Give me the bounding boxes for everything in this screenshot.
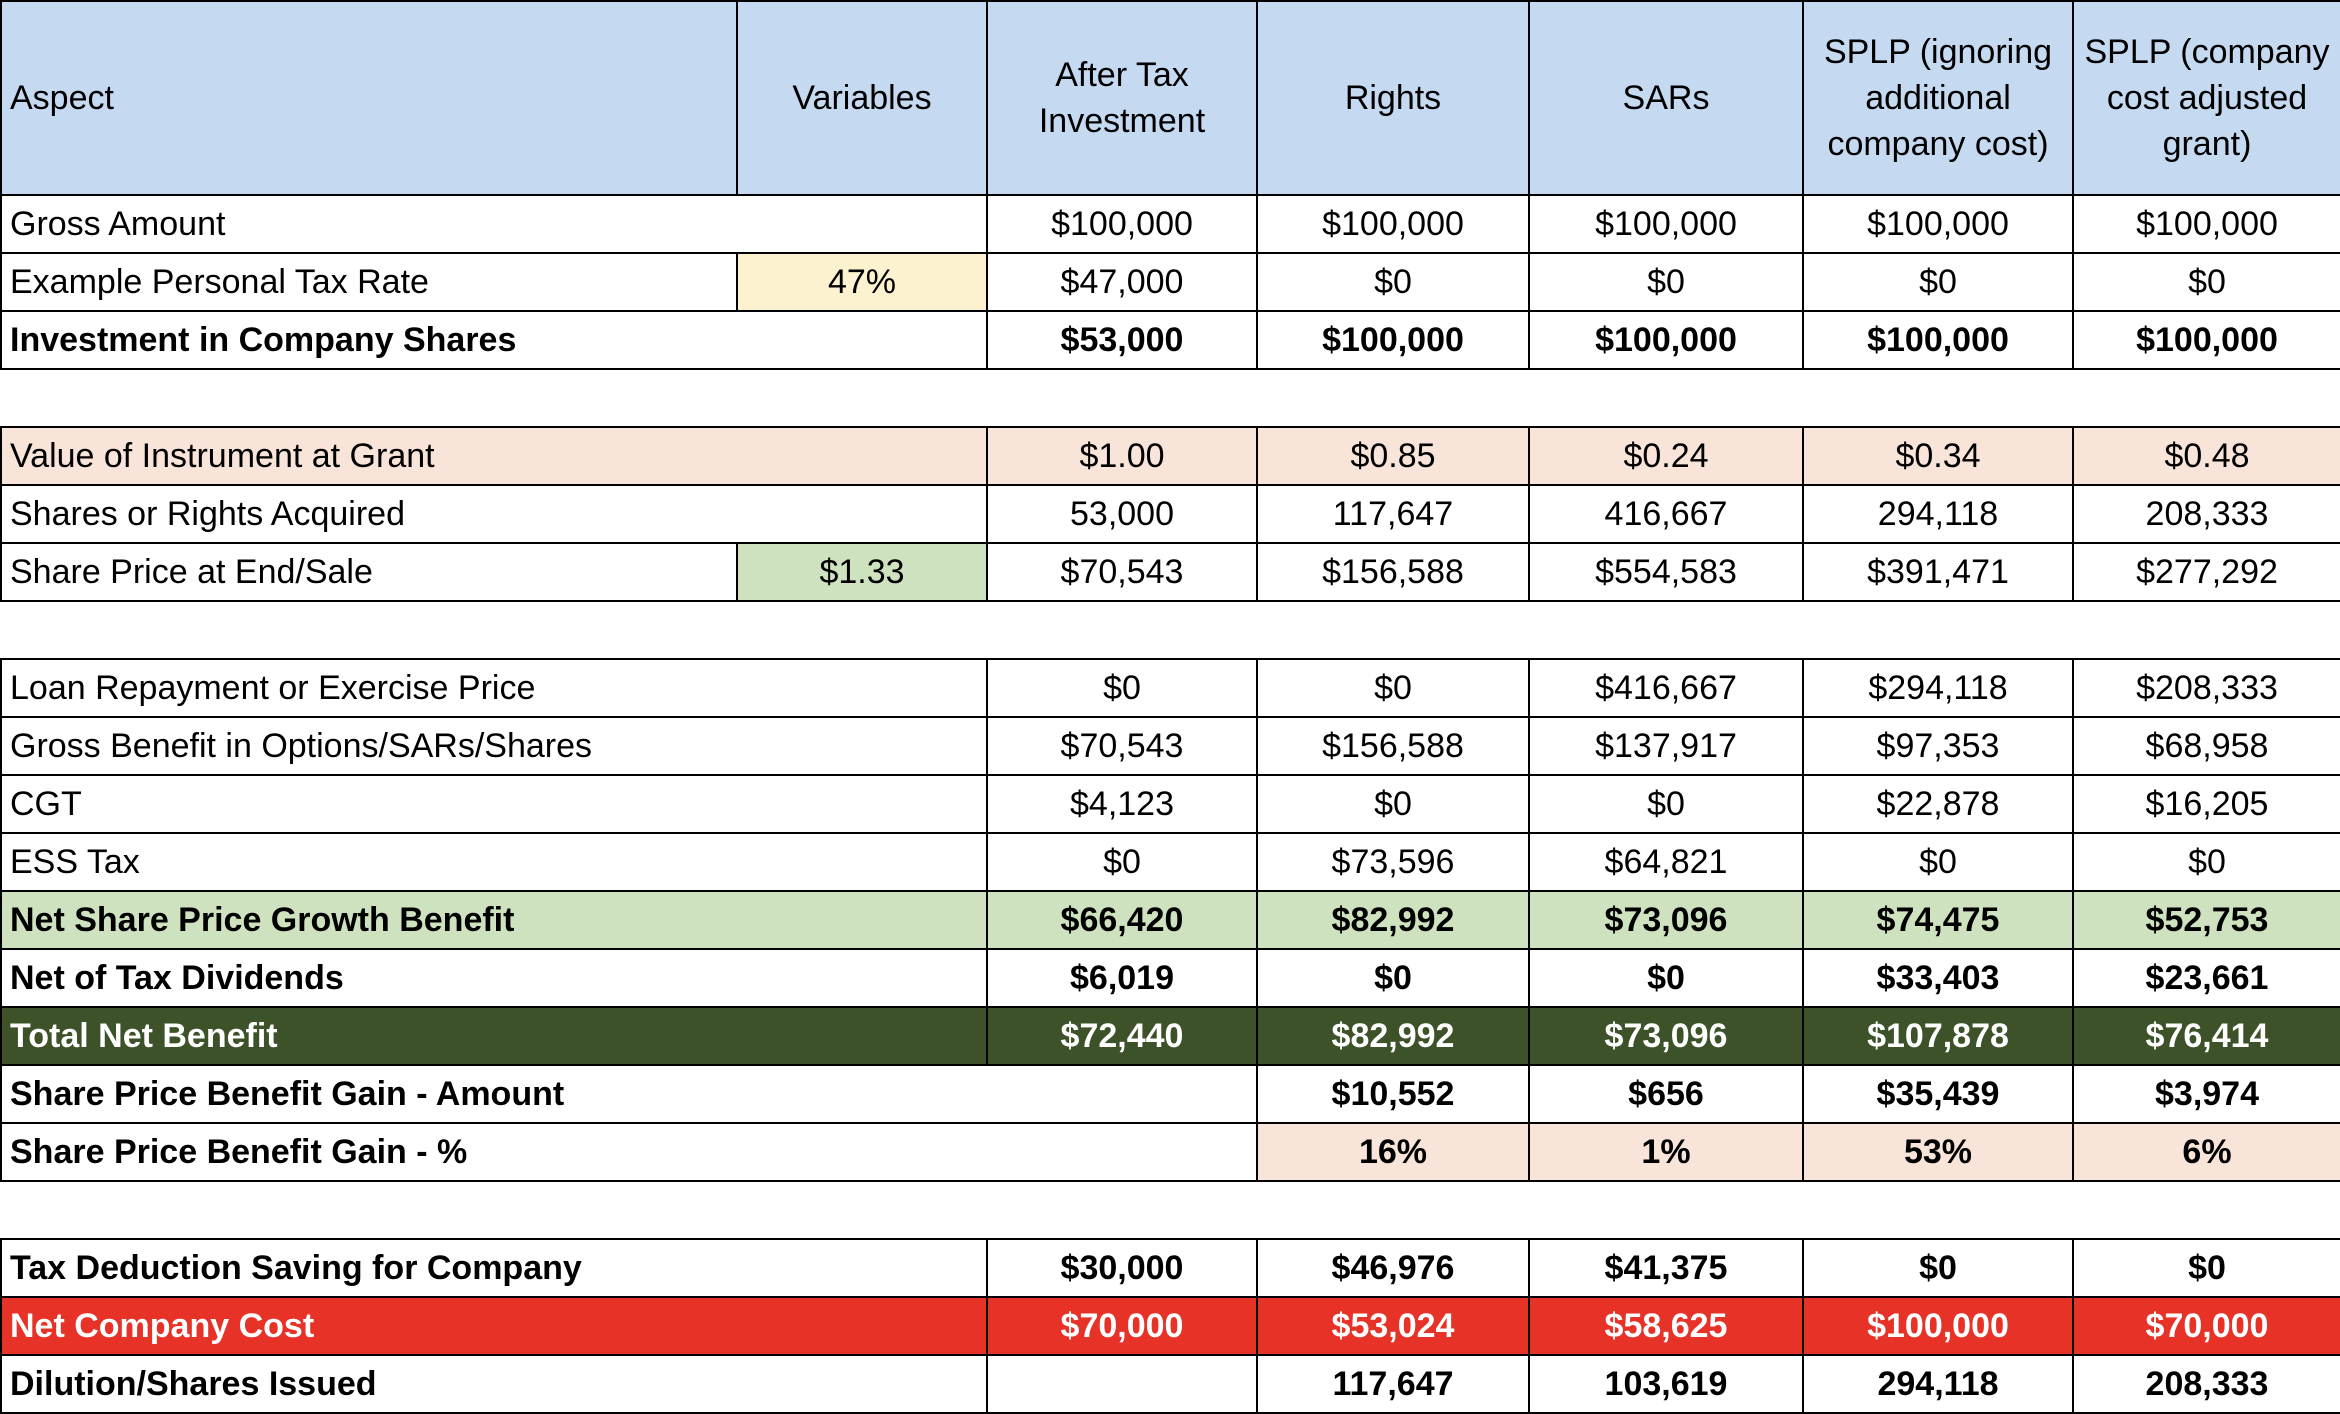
header-sars: SARs <box>1529 1 1803 195</box>
row-label: Dilution/Shares Issued <box>1 1355 987 1413</box>
cell-splp-adjusted: $70,000 <box>2073 1297 2340 1355</box>
cell-after-tax: $30,000 <box>987 1239 1257 1297</box>
row-label: Gross Benefit in Options/SARs/Shares <box>1 717 987 775</box>
cell-splp-ignoring: $74,475 <box>1803 891 2073 949</box>
cell-sars: $64,821 <box>1529 833 1803 891</box>
cell-sars: $58,625 <box>1529 1297 1803 1355</box>
row-loan-repayment <box>1 659 2340 717</box>
cell-splp-ignoring: $100,000 <box>1803 1297 2073 1355</box>
header-variables: Variables <box>737 1 987 195</box>
cell-splp-ignoring: $100,000 <box>1803 311 2073 369</box>
cell-splp-ignoring: 53% <box>1803 1123 2073 1181</box>
cell-rights: $73,596 <box>1257 833 1529 891</box>
cell-splp-ignoring: 294,118 <box>1803 1355 2073 1413</box>
cell-splp-adjusted: 6% <box>2073 1123 2340 1181</box>
header-splp-cost-adjusted: SPLP (company cost adjusted grant) <box>2073 1 2340 195</box>
cell-splp-adjusted: $23,661 <box>2073 949 2340 1007</box>
cell-rights: $10,552 <box>1257 1065 1529 1123</box>
cell-splp-ignoring: $97,353 <box>1803 717 2073 775</box>
cell-after-tax: $53,000 <box>987 311 1257 369</box>
cell-splp-ignoring: $100,000 <box>1803 195 2073 253</box>
cell-sars: 103,619 <box>1529 1355 1803 1413</box>
cell-after-tax: $0 <box>987 833 1257 891</box>
cell-sars: 416,667 <box>1529 485 1803 543</box>
cell-splp-adjusted: $100,000 <box>2073 195 2340 253</box>
cell-sars: $554,583 <box>1529 543 1803 601</box>
cell-splp-ignoring: $0 <box>1803 1239 2073 1297</box>
cell-after-tax: $70,543 <box>987 543 1257 601</box>
spacer-cell <box>1 1181 2340 1239</box>
cell-after-tax: 53,000 <box>987 485 1257 543</box>
row-investment-in-shares <box>1 311 2340 369</box>
row-label: Share Price Benefit Gain - % <box>1 1123 1257 1181</box>
row-label: Investment in Company Shares <box>1 311 987 369</box>
cell-splp-adjusted: $0 <box>2073 833 2340 891</box>
row-gross-amount <box>1 195 2340 253</box>
cell-splp-adjusted: $3,974 <box>2073 1065 2340 1123</box>
cell-sars: $73,096 <box>1529 1007 1803 1065</box>
cell-splp-ignoring: $35,439 <box>1803 1065 2073 1123</box>
row-label: Net Share Price Growth Benefit <box>1 891 987 949</box>
cell-rights: $82,992 <box>1257 891 1529 949</box>
row-label: Loan Repayment or Exercise Price <box>1 659 987 717</box>
row-label: Tax Deduction Saving for Company <box>1 1239 987 1297</box>
spacer-row <box>1 1181 2340 1239</box>
cell-after-tax: $70,000 <box>987 1297 1257 1355</box>
row-tax-deduction-saving <box>1 1239 2340 1297</box>
cell-rights: $82,992 <box>1257 1007 1529 1065</box>
row-label: Total Net Benefit <box>1 1007 987 1065</box>
cell-splp-ignoring: $33,403 <box>1803 949 2073 1007</box>
row-label: Share Price Benefit Gain - Amount <box>1 1065 1257 1123</box>
tax-rate-variable[interactable]: 47% <box>737 253 987 311</box>
cell-splp-ignoring: $0 <box>1803 253 2073 311</box>
cell-splp-adjusted: $0 <box>2073 253 2340 311</box>
cell-rights: $156,588 <box>1257 717 1529 775</box>
cell-splp-adjusted: $16,205 <box>2073 775 2340 833</box>
cell-after-tax <box>987 1355 1257 1413</box>
cell-splp-ignoring: $22,878 <box>1803 775 2073 833</box>
cell-sars: $0 <box>1529 949 1803 1007</box>
row-gain-amount <box>1 1065 2340 1123</box>
header-splp-ignoring-cost: SPLP (ignoring additional company cost) <box>1803 1 2073 195</box>
row-label: CGT <box>1 775 987 833</box>
header-row <box>1 1 2340 195</box>
cell-sars: $100,000 <box>1529 195 1803 253</box>
cell-splp-ignoring: $0.34 <box>1803 427 2073 485</box>
spacer-cell <box>1 369 2340 427</box>
row-net-dividends <box>1 949 2340 1007</box>
share-price-variable[interactable]: $1.33 <box>737 543 987 601</box>
cell-sars: $137,917 <box>1529 717 1803 775</box>
row-gross-benefit <box>1 717 2340 775</box>
cell-after-tax: $0 <box>987 659 1257 717</box>
cell-after-tax: $47,000 <box>987 253 1257 311</box>
row-label: Gross Amount <box>1 195 987 253</box>
cell-sars: $100,000 <box>1529 311 1803 369</box>
row-value-at-grant <box>1 427 2340 485</box>
cell-sars: $0 <box>1529 775 1803 833</box>
cell-splp-adjusted: $0 <box>2073 1239 2340 1297</box>
cell-splp-adjusted: $208,333 <box>2073 659 2340 717</box>
cell-splp-adjusted: $68,958 <box>2073 717 2340 775</box>
cell-sars: $416,667 <box>1529 659 1803 717</box>
row-gain-percent <box>1 1123 2340 1181</box>
row-total-net-benefit <box>1 1007 2340 1065</box>
row-shares-acquired <box>1 485 2340 543</box>
cell-after-tax: $66,420 <box>987 891 1257 949</box>
row-dilution <box>1 1355 2340 1413</box>
cell-after-tax: $6,019 <box>987 949 1257 1007</box>
row-net-growth-benefit <box>1 891 2340 949</box>
cell-rights: $53,024 <box>1257 1297 1529 1355</box>
cell-splp-adjusted: $0.48 <box>2073 427 2340 485</box>
cell-rights: $156,588 <box>1257 543 1529 601</box>
row-label: Shares or Rights Acquired <box>1 485 987 543</box>
cell-sars: $656 <box>1529 1065 1803 1123</box>
cell-sars: $41,375 <box>1529 1239 1803 1297</box>
cell-after-tax: $1.00 <box>987 427 1257 485</box>
row-personal-tax-rate <box>1 253 2340 311</box>
cell-rights: $0 <box>1257 253 1529 311</box>
header-rights: Rights <box>1257 1 1529 195</box>
cell-rights: $100,000 <box>1257 311 1529 369</box>
header-after-tax-investment: After Tax Investment <box>987 1 1257 195</box>
row-label: Net Company Cost <box>1 1297 987 1355</box>
cell-splp-ignoring: $294,118 <box>1803 659 2073 717</box>
spacer-row <box>1 601 2340 659</box>
row-label: Example Personal Tax Rate <box>1 253 737 311</box>
cell-sars: 1% <box>1529 1123 1803 1181</box>
spacer-cell <box>1 601 2340 659</box>
row-share-price-end <box>1 543 2340 601</box>
row-net-company-cost <box>1 1297 2340 1355</box>
row-label: Net of Tax Dividends <box>1 949 987 1007</box>
cell-after-tax: $4,123 <box>987 775 1257 833</box>
cell-rights: $0 <box>1257 775 1529 833</box>
cell-splp-adjusted: $76,414 <box>2073 1007 2340 1065</box>
row-label: ESS Tax <box>1 833 987 891</box>
cell-sars: $0 <box>1529 253 1803 311</box>
cell-splp-ignoring: $0 <box>1803 833 2073 891</box>
cell-rights: 16% <box>1257 1123 1529 1181</box>
cell-splp-ignoring: $391,471 <box>1803 543 2073 601</box>
cell-rights: $0.85 <box>1257 427 1529 485</box>
cell-rights: 117,647 <box>1257 485 1529 543</box>
spacer-row <box>1 369 2340 427</box>
cell-after-tax: $70,543 <box>987 717 1257 775</box>
cell-rights: $46,976 <box>1257 1239 1529 1297</box>
row-label: Value of Instrument at Grant <box>1 427 987 485</box>
header-aspect: Aspect <box>1 1 737 195</box>
row-label: Share Price at End/Sale <box>1 543 737 601</box>
cell-rights: 117,647 <box>1257 1355 1529 1413</box>
cell-splp-ignoring: $107,878 <box>1803 1007 2073 1065</box>
cell-splp-ignoring: 294,118 <box>1803 485 2073 543</box>
row-ess-tax <box>1 833 2340 891</box>
cell-splp-adjusted: 208,333 <box>2073 485 2340 543</box>
cell-splp-adjusted: $100,000 <box>2073 311 2340 369</box>
cell-splp-adjusted: $52,753 <box>2073 891 2340 949</box>
cell-splp-adjusted: $277,292 <box>2073 543 2340 601</box>
cell-after-tax: $72,440 <box>987 1007 1257 1065</box>
cell-rights: $100,000 <box>1257 195 1529 253</box>
cell-rights: $0 <box>1257 659 1529 717</box>
cell-after-tax: $100,000 <box>987 195 1257 253</box>
cell-rights: $0 <box>1257 949 1529 1007</box>
row-cgt <box>1 775 2340 833</box>
cell-sars: $0.24 <box>1529 427 1803 485</box>
cell-sars: $73,096 <box>1529 891 1803 949</box>
cell-splp-adjusted: 208,333 <box>2073 1355 2340 1413</box>
